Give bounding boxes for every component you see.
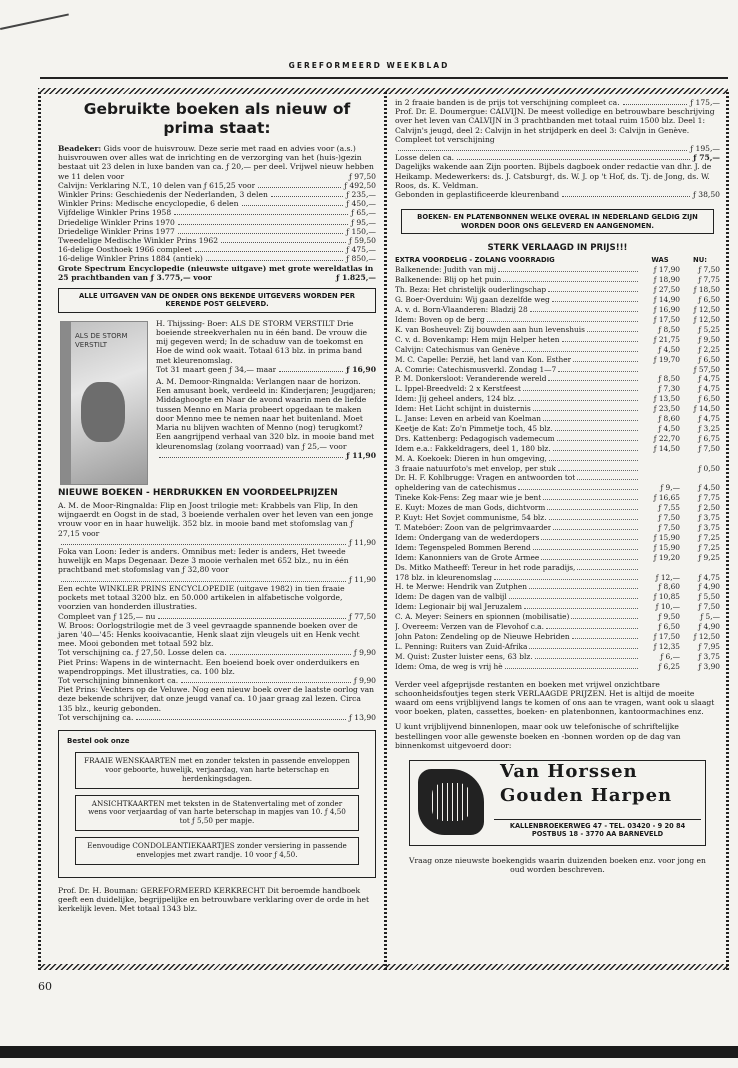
title-line-1: Gebruikte boeken als nieuw of [83,100,351,118]
beadeker-price: ƒ 97,50 [349,171,376,181]
new-book-4: W. Broos: Oorlogstrilogie met de 3 veel gevraagde spannende boeken over de jaren '40—'45: Henks kooivacantie, Henk slaat zijn vleugels uit en Henk vecht mee. Mooi gebonden met totaal 592 blz. [58,620,360,649]
book-title: C. A. Meyer: Seiners en spionnen (mobilisatie) [395,613,570,622]
item-price: ƒ 850,— [346,254,376,264]
thijssing-price-row [156,365,376,374]
masthead: GEREFORMEERD WEEKBLAD [288,61,450,70]
old-price: ƒ 12,— [655,572,680,582]
order-note: U kunt vrijblijvend binnenlopen, maar ook uw telefonische of schriftelijke bestellingen voor alle gewenste boeken en -bonnen worden op de dag van binnenkomst uitgevoerd door: [395,722,681,750]
book-title: L. Ippel-Breedveld: 2 x Kerstfeest [395,385,521,394]
price-label: Tot verschijning ca. [58,712,134,722]
beadeker-text: Gids voor de huisvrouw. Deze serie met raad en advies voor (a.s.) huisvrouwen over alles wat de inrichting en de verzorging van het (huis-)gezin bestaat uit 23 delen in luxe banden van ca. ƒ 20,— per deel. Vrijwel nieuw hebben we 11 delen voor [58,144,374,181]
item-title: 16-delige Oosthoek 1966 compleet [58,245,193,255]
price-row [58,713,376,722]
item-title: Winkler Prins: Medische encyclopedie, 6 delen [58,199,239,209]
new-book-1: A. M. de Moor-Ringnalda: Flip en Joost trilogie met: Krabbels van Flip, In den wijngaerdt en Oogst in de stad, 3 boeiende verhalen over het leven van een jonge vrouw voor en in haar huwelijk. 352 blz. in mooie band met stofomslag van ƒ 27,15 voor [58,501,374,538]
price-table-row [395,355,720,365]
old-price: ƒ 9,— [660,483,680,493]
price: ƒ 9,90 [353,675,376,685]
book-title: Tineke Kok-Fens: Zeg maar wie je bent [395,494,542,503]
old-price: ƒ 15,90 [653,532,680,542]
price-table-row [395,533,720,543]
book-title: Idem: Ondergang van de wederdopers [395,533,540,542]
old-price: ƒ 10,— [655,602,680,612]
old-price: ƒ 17,90 [653,265,680,275]
thijssing-text: H. Thijssing- Boer: ALS DE STORM VERSTILT Drie boeiende streekverhalen nu in één band. De vrouw die mij gegeven werd; In de schaduw van de toekomst en Hoe de wind ook waait. Totaal 613 blz. in prima band met kleurenomslag. [156,318,368,365]
new-price: ƒ 4,75 [698,384,720,394]
spectrum-text: Grote Spectrum Encyclopedie (nieuwste uitgave) met grote wereldatlas in 25 prachtbanden van ƒ 3.775,— voor [58,263,374,282]
demoor-text: A. M. Demoor-Ringnalda: Verlangen naar de horizon. Een amusant boek, verdeeld in: Kinderjaren; Jeugdjaren; Middaghoogte en Naar de avond waarin men de liefde tussen Menno en Maria probeert opgedaan te maken door Menno mee te nemen naar het buitenland. Moet Maria nu blijven wachten of Menno (nog) terugkomt? Een aangrijpend verhaal van 320 blz. in mooie band met kleurenomslag (zolang voorraad) van ƒ 25,— voor [156,377,376,451]
book-title: Idem: Oma, de weg is vrij hè [395,662,503,671]
catalog-note: Vraag onze nieuwste boekengids waarin duizenden boeken enz. voor jong en oud worden beschreven. [409,856,706,875]
shop-address [494,819,701,839]
price-table-row [395,553,720,563]
new-price: ƒ 3,25 [698,423,720,433]
old-price: ƒ 27,50 [653,285,680,295]
logo-line-1: Van Horssen [500,761,638,783]
order-also-heading: Bestel ook onze [67,736,130,745]
new-price: ƒ 4,75 [698,414,720,424]
book-title: C. v. d. Bovenkamp: Hem mijn Helper heten [395,335,560,344]
price-table-row [395,592,720,602]
top-border [38,88,728,94]
new-price: ƒ 4,90 [698,582,720,592]
book-title: E. Kuyt: Mozes de man Gods, dichtvorm [395,504,546,513]
new-price: ƒ 5,25 [698,324,720,334]
book-title: P. Kuyt: Het Sovjet communisme, 54 blz. [395,514,547,523]
new-book-5: Piet Prins: Wapens in de winternacht. Een boeiend boek over onderduikers en wapendroppings. Met illustraties, ca. 100 blz. [58,657,360,676]
price-table-row [395,384,720,394]
item-price: ƒ 450,— [346,199,376,209]
price-table-row [395,305,720,315]
price-table-row [395,414,720,424]
right-border [726,92,729,972]
harp-icon [418,769,484,835]
old-price: ƒ 16,65 [653,493,680,503]
price-label: in 2 fraaie banden is de prijs tot verschijning compleet ca. [395,98,620,107]
new-book-3: Een echte WINKLER PRINS ENCYCLOPEDIE (uitgave 1982) in tien fraaie pockets met totaal 3200 blz. en 50.000 artikelen in alfabetische volgorde, voorzien van honderden illustraties. [58,583,345,612]
bouman-paragraph: Prof. Dr. H. Bouman: GEREFORMEERD KERKRECHT Dit beroemde handboek geeft een duidelijke, begrijpelijke en betrouwbare verklaring over de orde in het kerkelijk leven. Met totaal 1343 blz. [58,885,370,913]
old-price: ƒ 6,50 [658,622,680,632]
old-price: ƒ 18,90 [653,275,680,285]
reduced-prices-heading: STERK VERLAAGD IN PRIJS!!! [487,243,628,254]
book-title: M. A. Koekoek: Dieren in hun omgeving, [395,454,547,463]
old-price: ƒ 8,60 [658,414,680,424]
book-title: M. Quist: Zuster luister eens, 63 blz. [395,652,533,661]
new-price: ƒ 2,50 [698,503,720,513]
price-table-row [395,335,720,345]
price-table-row [395,404,720,414]
new-price: ƒ 4,75 [698,572,720,582]
page-number: 60 [38,980,52,993]
address-line-1: KALLENBROEKERWEG 47 - TEL. 03420 - 9 20 84 [509,822,686,831]
book-title: Idem: De dagen van de valbijl [395,593,507,602]
price: ƒ 13,90 [349,712,376,722]
price-table-row [395,622,720,632]
price-label: Compleet van ƒ 125,— nu [58,611,156,621]
book-title: T. Matebóer: Zoon van de pelgrimvaarder [395,524,552,533]
price-table-row [395,325,720,335]
item-title: Tweedelige Medische Winkler Prins 1962 [58,236,219,246]
old-price: ƒ 9,50 [658,612,680,622]
book-cover-image [60,321,148,485]
book-title: J. Overeem: Verzen van de Flevohof c.a. [395,623,544,632]
new-price: ƒ 12,50 [693,314,720,324]
price-table-row [395,295,720,305]
old-price: ƒ 4,50 [658,344,680,354]
price-table-row [395,612,720,622]
price: ƒ 195,— [690,144,720,154]
dagboek-text: Dagelijks wakende aan Zijn poorten. Bijbels dagboek onder redactie van dhr. J. de Heikamp. Medewerkers: ds. J. Catsburg†, ds. W. J. op 't Hof, ds. Tj. de Jong, ds. W. Roos, ds. K. Veldman. [395,162,712,190]
list-item [58,199,376,208]
price-table-row [395,582,720,592]
title-line-2: prima staat: [163,119,271,137]
book-title: Idem: Tegenspeled Bommen Berend [395,543,531,552]
new-price: ƒ 12,50 [693,305,720,315]
book-title: 178 blz. in kleurenomslag [395,573,493,582]
price-label: Losse delen ca. [395,153,455,163]
price-table-row [395,483,720,493]
new-price: ƒ 6,50 [698,394,720,404]
new-book-2: Foka van Loon: Ieder is anders. Omnibus met: Ieder is anders, Het tweede huwelijk en Maps Degenaar. Deze 3 mooie verhalen met 652 blz., nu in één prachtband met stofomslag van ƒ 32,80 voor [58,547,349,575]
spectrum-paragraph [58,264,376,282]
book-title: Idem: Kanonniers van de Grote Armee [395,553,540,562]
item-price: ƒ 492,50 [344,180,376,190]
price-row [58,676,376,685]
new-price: ƒ 7,50 [698,602,720,612]
price: ƒ 11,90 [349,574,376,584]
price: ƒ 38,50 [693,190,720,200]
price: ƒ 16,90 [346,364,376,374]
new-price: ƒ 3,90 [698,661,720,671]
book-title: M. C. Capelle: Perzië, het land van Kon. Esther [395,355,572,364]
old-price: ƒ 22,70 [653,433,680,443]
price-table-row [395,275,720,285]
book-title: Idem: Jij geheel anders, 124 blz. [395,395,517,404]
old-price: ƒ 19,20 [653,552,680,562]
book-title: Dr. H. F. Kohlbrugge: Vragen en antwoorden tot [395,474,576,483]
new-price: ƒ 5,50 [698,592,720,602]
book-title: Keetje de Kat: Zo'n Pimmetje toch, 45 blz. [395,424,553,433]
doumergue-text: Prof. Dr. E. Doumergue: CALVIJN. De meest volledige en betrouwbare beschrijving over het leven van CALVIJN in 3 prachtbanden met totaal ruim 1500 blz. Deel 1: Calvijn's jeugd, deel 2: Calvijn in het strijdperk en deel 3: Calvijn in Genève. Compleet tot verschijning [395,107,715,144]
old-price: ƒ 23,50 [653,404,680,414]
left-column [58,100,376,913]
new-price: ƒ 4,50 [698,483,720,493]
book-title: P. M. Donkersloot: Veranderende wereld [395,375,547,384]
old-price: ƒ 7,50 [658,523,680,533]
old-price: ƒ 8,50 [658,374,680,384]
new-price: ƒ 3,75 [698,523,720,533]
item-title: Calvijn: Verklaring N.T., 10 delen van ƒ 615,25 voor [58,180,256,190]
price-label: Gebonden in geplastificeerde kleurenband [395,190,560,200]
book-title: Balkenende: Blij op het puin [395,276,502,285]
new-price: ƒ 7,75 [698,275,720,285]
price-table-row [395,523,720,533]
list-item [58,190,376,199]
price: ƒ 11,90 [346,450,376,460]
order-also-box [58,730,376,878]
new-price: ƒ 7,75 [698,493,720,503]
price: ƒ 175,— [690,98,720,107]
greeting-cards-box: FRAAIE WENSKAARTEN met en zonder teksten in passende enveloppen voor geboorte, huwelijk, verjaardag, van harte beterschap en herdenkingsdagen. [75,752,359,788]
demoor-price-row [156,451,376,460]
book-title: John Paton: Zendeling op de Nieuwe Hebriden [395,632,570,641]
old-price: ƒ 14,90 [653,295,680,305]
spectrum-price: ƒ 1.825,— [336,272,376,282]
shop-logo [409,760,706,846]
old-price: ƒ 4,50 [658,423,680,433]
price-table-row [395,265,720,275]
price-table-row [395,513,720,523]
scan-edge-bar [0,1046,738,1058]
price-table-row [395,642,720,652]
header-label: EXTRA VOORDELIG - ZOLANG VOORRADIG [395,256,555,265]
price-table-row [395,285,720,295]
restanten-note: Verder veel afgeprijsde restanten en boeken met vrijwel onzichtbare schoonheidsfoutjes tegen sterk VERLAAGDE PRIJZEN. Het is altijd de moeite waard om eens vrijblijvend langs te komen of ons aan te vragen, want ook u slaagt voor boeken, platen, cassettes, boeken- en platenbonnen, kantoormachines enz. [395,679,715,717]
item-title: 16-delige Winkler Prins 1884 (antiek) [58,254,203,264]
price-row [58,575,376,584]
item-title: Vijfdelige Winkler Prins 1958 [58,208,172,218]
price-table-row [395,464,720,474]
book-title: Idem: Het Licht schijnt in duisternis [395,405,531,414]
price: ƒ 77,50 [349,611,376,621]
item-price: ƒ 475,— [346,245,376,255]
book-title: G. Boer-Overduin: Wij gaan dezelfde weg [395,296,550,305]
book-title: 3 fraaie natuurfoto's met envelop, per stuk [395,464,556,473]
price-label: Tot verschijning binnenkort ca. [58,675,179,685]
price: ƒ 9,90 [353,648,376,658]
logo-line-2: Gouden Harpen [500,785,673,807]
book-title: opheldering van de catechismus [395,484,517,493]
new-price: ƒ 7,50 [698,265,720,275]
price-table-row [395,473,720,483]
used-book-list [58,181,376,264]
item-title: Driedelige Winkler Prins 1977 [58,226,175,236]
price-table-row [395,444,720,454]
new-price: ƒ 4,90 [698,622,720,632]
new-price: ƒ 12,50 [693,631,720,641]
book-title: Idem e.a.: Fakkeldragers, deel 1, 180 blz. [395,444,551,453]
book-title: Balkenende: Judith van mij [395,266,497,275]
price-table-row [395,434,720,444]
item-price: ƒ 95,— [351,217,376,227]
book-title: Idem: Boven op de berg [395,315,485,324]
item-price: ƒ 235,— [346,190,376,200]
old-price: ƒ 21,75 [653,334,680,344]
list-item [58,208,376,217]
new-price: ƒ 6,50 [698,295,720,305]
book-cover-title: ALS DE STORM VERSTILT [75,331,128,350]
new-price: ƒ 3,75 [698,651,720,661]
old-price: ƒ 17,50 [653,631,680,641]
new-price: ƒ 5,— [700,612,720,622]
old-price: ƒ 6,— [660,651,680,661]
price-table-row [395,345,720,355]
old-price: ƒ 7,50 [658,513,680,523]
book-title: L. Penning: Ruiters van Zuid-Afrika [395,642,528,651]
old-price: ƒ 10,85 [653,592,680,602]
old-price: ƒ 8,60 [658,582,680,592]
price-table-row [395,394,720,404]
price-row [395,98,720,107]
book-title: Ds. Mitko Matheeff: Tereur in het rode paradijs, [395,563,576,572]
item-title: Driedelige Winkler Prins 1970 [58,217,175,227]
book-title: L. Janse: Leven en arbeid van Koelman [395,415,542,424]
left-border [38,92,41,972]
price-label: Tot 31 maart geen ƒ 34,— maar [156,364,277,374]
new-price: ƒ 9,25 [698,552,720,562]
price-table-row [395,374,720,384]
price-table-row [395,563,720,573]
new-price: ƒ 0,50 [698,463,720,473]
price-table-row [395,503,720,513]
list-item [58,218,376,227]
price-row [58,648,376,657]
header-nu: NU: [693,256,707,265]
item-price: ƒ 150,— [346,226,376,236]
old-price: ƒ 17,50 [653,314,680,324]
price-table-row [395,543,720,553]
address-line-2: POSTBUS 18 - 3770 AA BARNEVELD [531,830,664,839]
price-row [58,538,376,547]
old-price: ƒ 15,90 [653,542,680,552]
book-title: A. Comrie: Catechismusverkl. Zondag 1—7 [395,365,557,374]
list-item [58,236,376,245]
item-title: Winkler Prins: Geschiedenis der Nederlanden, 3 delen [58,190,268,200]
new-price: ƒ 3,75 [698,513,720,523]
price-row [395,190,720,199]
condolence-cards-box: Eenvoudige CONDOLEANTIEKAARTJES zonder versiering in passende envelopjes met zwart randje. 10 voor ƒ 4,50. [75,837,359,865]
list-item [58,181,376,190]
price-table-row [395,662,720,672]
new-price: ƒ 2,25 [698,344,720,354]
price-table [395,265,720,671]
page-title [58,100,376,138]
beadeker-lead: Beadeker: [58,144,102,153]
new-price: ƒ 7,95 [698,641,720,651]
new-price: ƒ 6,75 [698,433,720,443]
list-item [58,254,376,263]
price-table-row [395,315,720,325]
price-table-row [395,573,720,583]
beadeker-paragraph [58,144,376,181]
feature-books [58,319,376,460]
new-price: ƒ 57,50 [693,364,720,374]
postcards-box: ANSICHTKAARTEN met teksten in de Statenvertaling met of zonder wens voor verjaardag of van harte beterschap in mapjes van 10. ƒ 4,50 tot ƒ 5,50 per mapje. [75,795,359,831]
book-title: K. van Bosheuvel: Zij bouwden aan hun levenshuis [395,325,585,334]
column-divider [384,92,387,972]
old-price: ƒ 13,50 [653,394,680,404]
item-price: ƒ 65,— [351,208,376,218]
new-price: ƒ 7,25 [698,532,720,542]
price-table-row [395,652,720,662]
price-label: Tot verschijning ca. ƒ 27,50. Losse delen ca. [58,648,227,658]
book-title: Th. Beza: Het christelijk ouderlingschap [395,286,547,295]
old-price: ƒ 16,90 [653,305,680,315]
price-table-row [395,365,720,375]
price-table-header [395,256,720,265]
masthead-rule [40,77,728,79]
new-price: ƒ 7,25 [698,542,720,552]
price-row [395,144,720,153]
price-row [58,612,376,621]
old-price: ƒ 8,50 [658,324,680,334]
page-corner-mark [0,13,73,49]
cover-portrait [81,382,125,442]
price-table-row [395,602,720,612]
publishers-box: ALLE UITGAVEN VAN DE ONDER ONS BEKENDE UITGEVERS WORDEN PER KERENDE POST GELEVERD. [58,288,376,313]
book-title: Calvijn: Catechismus van Genève [395,345,520,354]
old-price: ƒ 6,25 [658,661,680,671]
old-price: ƒ 19,70 [653,354,680,364]
right-column [395,98,720,874]
list-item [58,245,376,254]
new-price: ƒ 6,50 [698,354,720,364]
book-title: Drs. Kattenberg: Pedagogisch vademecum [395,434,555,443]
new-book-6: Piet Prins: Vechters op de Veluwe. Nog een nieuw boek over de laatste oorlog van deze bekende schrijver, dat onze jeugd vanaf ca. 10 jaar graag zal lezen. Circa 135 blz., keurig gebonden. [58,685,375,713]
price-row [395,153,720,162]
old-price: ƒ 7,55 [658,503,680,513]
price-table-row [395,454,720,464]
new-price: ƒ 18,50 [693,285,720,295]
bottom-border [38,964,728,970]
new-price: ƒ 9,50 [698,334,720,344]
bonnen-box: BOEKEN- EN PLATENBONNEN WELKE OVERAL IN NEDERLAND GELDIG ZIJN WORDEN DOOR ONS GELEVERD EN AANGENOMEN. [401,209,714,234]
new-price: ƒ 14,50 [693,404,720,414]
price-table-row [395,424,720,434]
price-table-row [395,493,720,503]
new-price: ƒ 4,75 [698,374,720,384]
item-price: ƒ 59,50 [349,236,376,246]
book-title: A. v. d. Born-Vlaanderen: Bladzij 28 [395,306,528,315]
price: ƒ 75,— [693,153,720,163]
price-table-row [395,632,720,642]
list-item [58,227,376,236]
book-title: H. te Merwe: Hendrik van Zutphen [395,583,528,592]
new-price: ƒ 7,50 [698,443,720,453]
header-was: WAS [651,256,669,265]
price: ƒ 11,90 [349,537,376,547]
old-price: ƒ 7,30 [658,384,680,394]
old-price: ƒ 12,35 [653,641,680,651]
book-title: Idem: Legionair bij wal Jeruzalem [395,603,522,612]
section-heading-new-books: NIEUWE BOEKEN - HERDRUKKEN EN VOORDEELPRIJZEN [58,487,338,498]
old-price: ƒ 14,50 [653,443,680,453]
